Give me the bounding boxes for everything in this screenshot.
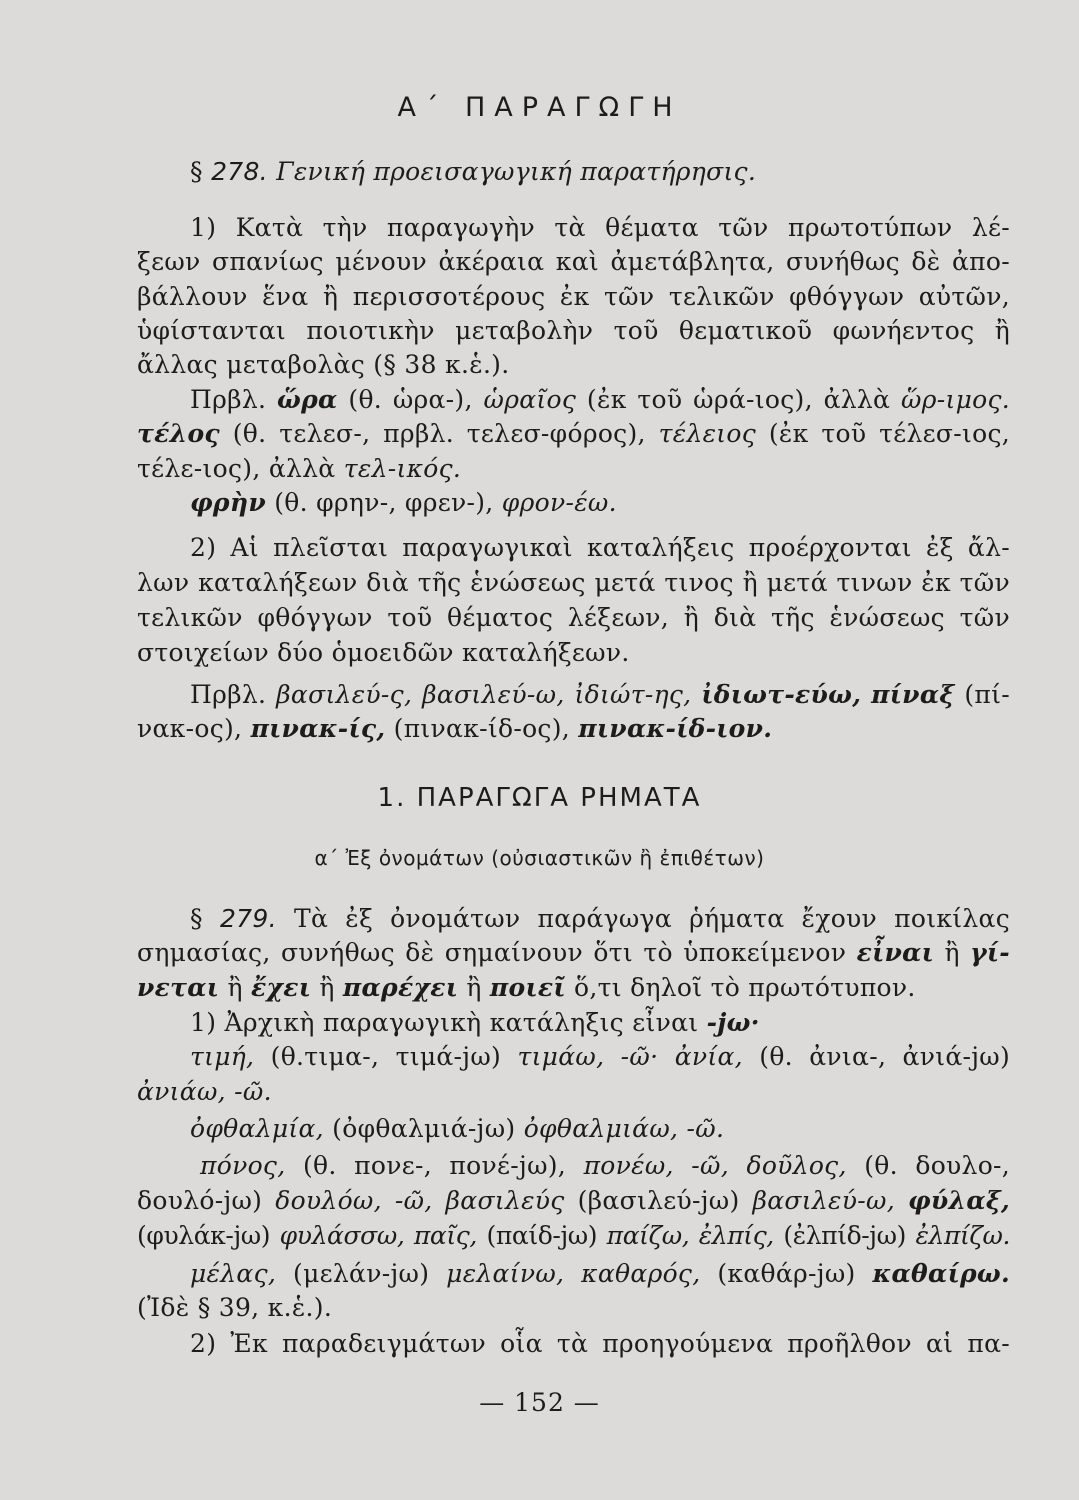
- example-note: (θ. πονε-, πονέ-jω),: [302, 1151, 567, 1180]
- text-span: ἢ: [319, 973, 335, 1002]
- example-word: παῖς,: [413, 1221, 477, 1250]
- emphasis: νεται: [137, 973, 220, 1002]
- example-word: τέλειος: [658, 419, 757, 448]
- example-note: (ἐκ τοῦ ὡρά-ιος), ἀλλὰ: [586, 385, 891, 414]
- example-word: μελαίνω,: [446, 1259, 565, 1288]
- section-symbol: §: [190, 904, 203, 933]
- example-line: [137, 1184, 1010, 1218]
- text-span: ἢ: [227, 973, 243, 1002]
- example-line: [190, 1040, 1010, 1074]
- example-word: ὡραῖος: [483, 385, 577, 414]
- emphasis: ἔχει: [250, 973, 312, 1002]
- example-word: φύλαξ,: [907, 1186, 1010, 1215]
- section-number: 279.: [219, 904, 277, 933]
- example-note: (φυλάκ-jω): [137, 1221, 271, 1250]
- text-span: Τὰ ἐξ ὀνομάτων παράγωγα ῥήματα ἔχουν ποικίλας: [293, 904, 1011, 933]
- text-line: [190, 1006, 1010, 1040]
- example-word: ἰδιωτ-εύω,: [701, 680, 862, 709]
- example-line: [137, 712, 1010, 746]
- example-note: (θ.τιμα-, τιμά-jω): [270, 1042, 502, 1071]
- text-line: 2) Ἐκ παραδειγμάτων οἷα τὰ προηγούμενα προῆλθον αἱ πα-: [190, 1329, 1010, 1358]
- example-word: ἐλπίζω.: [915, 1221, 1011, 1250]
- example-word: ὥρ-ιμος.: [901, 385, 1011, 414]
- text-line: 1) Κατὰ τὴν παραγωγὴν τὰ θέματα τῶν πρωτοτύπων λέ-: [190, 213, 1010, 242]
- emphasis: γί-: [970, 938, 1010, 967]
- example-note: (μελάν-jω): [293, 1259, 430, 1288]
- example-note: (θ. δουλο-,: [864, 1151, 1011, 1180]
- example-note: (θ. τελεσ-, πρβλ. τελεσ-φόρος),: [232, 419, 646, 448]
- example-line: [190, 678, 1010, 712]
- text-span: 1) Ἀρχικὴ παραγωγικὴ κατάληξις εἶναι: [190, 1008, 699, 1037]
- example-note: (ἐκ τοῦ τέλεσ-ιος,: [768, 419, 1011, 448]
- text-line: ξεων σπανίως μένουν ἀκέραια καὶ ἀμετάβλητα, συνήθως δὲ ἀπο-: [137, 247, 1010, 276]
- example-line: [200, 1149, 1010, 1183]
- text-line: [137, 936, 1010, 970]
- example-word: πόνος,: [200, 1151, 286, 1180]
- example-note: (πινακ-ίδ-ος),: [393, 714, 571, 743]
- example-word: τελ-ικός.: [343, 454, 462, 483]
- part-title: Α΄ ΠΑΡΑΓΩΓΗ: [397, 92, 682, 123]
- example-note: (καθάρ-jω): [717, 1259, 856, 1288]
- example-word: ὀφθαλμία,: [190, 1114, 324, 1143]
- example-word: τιμάω, -ῶ·: [517, 1042, 659, 1071]
- example-word: ὥρα: [277, 385, 338, 414]
- example-note: (θ. ἀνια-, ἀνιά-jω): [759, 1042, 1011, 1071]
- section-279-first-line: [190, 902, 1010, 936]
- example-line: [190, 383, 1010, 417]
- example-word: τιμή,: [190, 1042, 255, 1071]
- example-line: [137, 1075, 1010, 1109]
- example-word: μέλας,: [190, 1259, 277, 1288]
- text-line: λων καταλήξεων διὰ τῆς ἑνώσεως μετά τινος ἢ μετά τινων ἐκ τῶν: [137, 568, 1010, 597]
- example-word: πινακ-ίς,: [250, 714, 386, 743]
- example-word: τέλος: [137, 419, 220, 448]
- example-note: (βασιλεύ-jω): [577, 1186, 740, 1215]
- abbreviation: Πρβλ.: [190, 385, 267, 414]
- section-symbol: §: [190, 157, 203, 186]
- example-word: ἰδιώτ-ης,: [574, 680, 692, 709]
- example-line: [137, 452, 1010, 486]
- example-note: (ὀφθαλμιά-jω): [332, 1114, 516, 1143]
- example-line: [137, 417, 1010, 451]
- example-line: [190, 1257, 1010, 1291]
- example-word: καθαίρω.: [872, 1259, 1011, 1288]
- emphasis: παρέχει: [342, 973, 459, 1002]
- example-note: τέλε-ιος), ἀλλὰ: [137, 454, 336, 483]
- text-span: ὅ,τι δηλοῖ τὸ πρωτότυπον.: [574, 973, 916, 1002]
- chapter-subtitle: α΄ Ἐξ ὀνομάτων (οὐσιαστικῶν ἢ ἐπιθέτων): [314, 846, 765, 870]
- section-278-heading: [190, 155, 1010, 189]
- example-note: (παίδ-jω): [486, 1221, 598, 1250]
- example-word: δοῦλος,: [746, 1151, 847, 1180]
- abbreviation: Πρβλ.: [190, 680, 267, 709]
- text-span: ἢ: [944, 938, 960, 967]
- section-number: 278.: [211, 157, 268, 186]
- text-line: ὑφίστανται ποιοτικὴν μεταβολὴν τοῦ θεματικοῦ φωνήεντος ἢ: [137, 316, 1010, 345]
- example-word: βασιλεύς: [445, 1186, 565, 1215]
- example-word: ὀφθαλμιάω, -ῶ.: [523, 1114, 725, 1143]
- example-line: [190, 486, 1010, 520]
- example-word: φρον-έω.: [501, 488, 617, 517]
- text-span: σημασίας, συνήθως δὲ σημαίνουν ὅτι τὸ ὑποκείμενον: [137, 938, 847, 967]
- example-word: βασιλεύ-ω,: [422, 680, 565, 709]
- emphasis: -jω·: [706, 1008, 760, 1037]
- text-line: 2) Αἱ πλεῖσται παραγωγικαὶ καταλήξεις προέρχονται ἐξ ἄλ-: [190, 533, 1010, 562]
- text-line: [137, 971, 1010, 1005]
- example-note: (θ. φρην-, φρεν-),: [274, 488, 494, 517]
- example-word: πίναξ: [871, 680, 955, 709]
- example-word: ἐλπίς,: [698, 1221, 774, 1250]
- example-word: πονέω, -ῶ,: [583, 1151, 729, 1180]
- example-word: φυλάσσω,: [279, 1221, 405, 1250]
- text-span: ἢ: [466, 973, 482, 1002]
- example-note: δουλό-jω): [137, 1186, 263, 1215]
- section-title: Γενική προεισαγωγική παρατήρησις.: [276, 157, 757, 186]
- text-line: βάλλουν ἕνα ἢ περισσοτέρους ἐκ τῶν τελικῶν φθόγγων αὐτῶν,: [137, 282, 1010, 311]
- example-line: [137, 1219, 1010, 1253]
- example-word: παίζω,: [606, 1221, 690, 1250]
- example-word: ἀνία,: [674, 1042, 743, 1071]
- page-number: — 152 —: [479, 1388, 600, 1417]
- example-note: νακ-ος),: [137, 714, 243, 743]
- example-word: ἀνιάω, -ῶ.: [137, 1077, 272, 1106]
- example-note: (πί-: [964, 680, 1011, 709]
- example-word: πινακ-ίδ-ιον.: [578, 714, 773, 743]
- text-line: στοιχείων δύο ὁμοειδῶν καταλήξεων.: [137, 638, 630, 667]
- text-line: ἄλλας μεταβολὰς (§ 38 κ.ἑ.).: [137, 350, 510, 379]
- chapter-title: 1. ΠΑΡΑΓΩΓΑ ΡΗΜΑΤΑ: [377, 783, 702, 813]
- emphasis: εἶναι: [856, 938, 935, 967]
- emphasis: ποιεῖ: [489, 973, 566, 1002]
- example-note: (θ. ὡρα-),: [348, 385, 473, 414]
- example-note: (ἐλπίδ-jω): [783, 1221, 906, 1250]
- example-word: βασιλεύ-ω,: [752, 1186, 895, 1215]
- example-word: φρὴν: [190, 488, 266, 517]
- text-line: τελικῶν φθόγγων τοῦ θέματος λέξεων, ἢ διὰ τῆς ἑνώσεως τῶν: [137, 603, 1010, 632]
- example-line: [190, 1112, 1010, 1146]
- example-word: βασιλεύ-ς,: [276, 680, 413, 709]
- example-word: δουλόω, -ῶ,: [275, 1186, 433, 1215]
- text-line: (Ἰδὲ § 39, κ.ἑ.).: [137, 1293, 333, 1322]
- example-word: καθαρός,: [581, 1259, 701, 1288]
